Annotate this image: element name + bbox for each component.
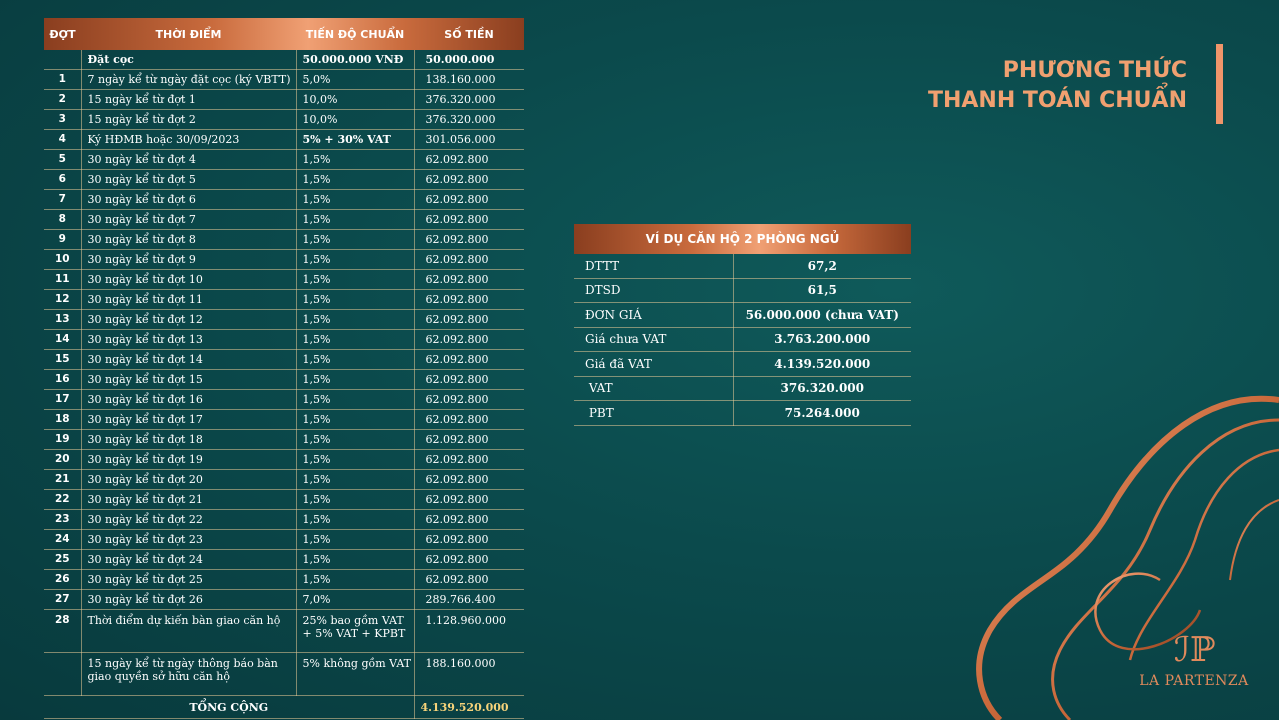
row-index: 27 — [44, 590, 81, 610]
table-row — [44, 90, 524, 110]
example-value: 75.264.000 — [733, 401, 911, 426]
header-thoi-diem: THỜI ĐIỂM — [155, 27, 222, 41]
row-progress: 1,5% — [296, 510, 414, 530]
decorative-copper-curves — [960, 380, 1279, 720]
example-row — [574, 401, 911, 426]
example-apartment-table — [574, 224, 911, 426]
row-index: 6 — [44, 170, 81, 190]
row-progress: 1,5% — [296, 210, 414, 230]
row-index: 7 — [44, 190, 81, 210]
row-progress: 1,5% — [296, 310, 414, 330]
row-index: 14 — [44, 330, 81, 350]
header-so-tien: SỐ TIỀN — [444, 27, 494, 41]
row-amount: 62.092.800 — [414, 430, 524, 450]
table-row — [44, 170, 524, 190]
example-row — [574, 303, 911, 328]
table-row — [44, 450, 524, 470]
row-index: 5 — [44, 150, 81, 170]
row-index: 25 — [44, 550, 81, 570]
example-row — [574, 254, 911, 278]
row-amount: 138.160.000 — [414, 70, 524, 90]
example-label: Giá chưa VAT — [574, 327, 733, 352]
row-index — [44, 50, 81, 70]
row-time: 30 ngày kể từ đợt 12 — [81, 310, 296, 330]
row-amount: 62.092.800 — [414, 190, 524, 210]
row-progress: 1,5% — [296, 350, 414, 370]
table-row — [44, 510, 524, 530]
row-time: Đặt cọc — [81, 50, 296, 70]
row-time: 30 ngày kể từ đợt 21 — [81, 490, 296, 510]
row-amount: 62.092.800 — [414, 270, 524, 290]
row-index: 1 — [44, 70, 81, 90]
row-index: 26 — [44, 570, 81, 590]
row-amount: 62.092.800 — [414, 250, 524, 270]
row-index: 18 — [44, 410, 81, 430]
row-index: 9 — [44, 230, 81, 250]
row-progress: 1,5% — [296, 290, 414, 310]
row-index: 23 — [44, 510, 81, 530]
row-amount: 62.092.800 — [414, 210, 524, 230]
table-row — [44, 290, 524, 310]
example-row — [574, 352, 911, 377]
example-table-header-row — [574, 224, 911, 254]
example-value: 3.763.200.000 — [733, 327, 911, 352]
row-progress: 1,5% — [296, 410, 414, 430]
row-progress: 1,5% — [296, 330, 414, 350]
example-label: Giá đã VAT — [574, 352, 733, 377]
row-index: 19 — [44, 430, 81, 450]
row-progress: 7,0% — [296, 590, 414, 610]
row-progress: 10,0% — [296, 110, 414, 130]
row-progress: 1,5% — [296, 490, 414, 510]
row-time: 30 ngày kể từ đợt 6 — [81, 190, 296, 210]
table-row — [44, 190, 524, 210]
row-progress: 1,5% — [296, 390, 414, 410]
row-time: 30 ngày kể từ đợt 22 — [81, 510, 296, 530]
row-amount: 301.056.000 — [414, 130, 524, 150]
row-amount: 289.766.400 — [414, 590, 524, 610]
row-time: 30 ngày kể từ đợt 19 — [81, 450, 296, 470]
example-label: PBT — [574, 401, 733, 426]
example-label: DTTT — [574, 254, 733, 278]
row-amount: 62.092.800 — [414, 350, 524, 370]
row-amount: 1.128.960.000 — [414, 610, 524, 653]
row-time: Thời điểm dự kiến bàn giao căn hộ — [81, 610, 296, 653]
row-progress: 1,5% — [296, 190, 414, 210]
table-row — [44, 430, 524, 450]
total-label: TỔNG CỘNG — [44, 696, 414, 719]
row-time: 30 ngày kể từ đợt 13 — [81, 330, 296, 350]
table-row — [44, 250, 524, 270]
row-progress: 1,5% — [296, 250, 414, 270]
row-time: 30 ngày kể từ đợt 25 — [81, 570, 296, 590]
row-progress: 1,5% — [296, 170, 414, 190]
row-time: 15 ngày kể từ ngày thông báo bàn giao quyền sở hữu căn hộ — [81, 653, 296, 696]
row-progress: 1,5% — [296, 570, 414, 590]
row-time: 30 ngày kể từ đợt 10 — [81, 270, 296, 290]
row-amount: 62.092.800 — [414, 390, 524, 410]
row-time: 30 ngày kể từ đợt 17 — [81, 410, 296, 430]
table-row — [44, 590, 524, 610]
row-time: 30 ngày kể từ đợt 8 — [81, 230, 296, 250]
example-row — [574, 376, 911, 401]
table-row — [44, 150, 524, 170]
row-amount: 376.320.000 — [414, 110, 524, 130]
row-amount: 62.092.800 — [414, 570, 524, 590]
row-index: 4 — [44, 130, 81, 150]
row-index: 15 — [44, 350, 81, 370]
row-amount: 62.092.800 — [414, 370, 524, 390]
example-table-header: VÍ DỤ CĂN HỘ 2 PHÒNG NGỦ — [645, 232, 840, 246]
row-time: 30 ngày kể từ đợt 16 — [81, 390, 296, 410]
row-time: 30 ngày kể từ đợt 14 — [81, 350, 296, 370]
row-amount: 50.000.000 — [414, 50, 524, 70]
row-index: 16 — [44, 370, 81, 390]
row-index: 22 — [44, 490, 81, 510]
logo-text: LA PARTENZA — [1139, 673, 1249, 689]
table-row — [44, 610, 524, 653]
row-index: 8 — [44, 210, 81, 230]
table-row — [44, 550, 524, 570]
row-progress: 1,5% — [296, 370, 414, 390]
row-progress: 5% không gồm VAT — [296, 653, 414, 696]
row-index: 13 — [44, 310, 81, 330]
example-row — [574, 278, 911, 303]
header-dot: ĐỢT — [49, 27, 76, 41]
row-time: 30 ngày kể từ đợt 9 — [81, 250, 296, 270]
row-amount: 62.092.800 — [414, 230, 524, 250]
row-index: 2 — [44, 90, 81, 110]
title-line-2: THANH TOÁN CHUẨN — [927, 88, 1187, 113]
row-time: 30 ngày kể từ đợt 7 — [81, 210, 296, 230]
row-time: 15 ngày kể từ đợt 1 — [81, 90, 296, 110]
row-index: 28 — [44, 610, 81, 653]
table-row — [44, 470, 524, 490]
row-amount: 62.092.800 — [414, 170, 524, 190]
example-label: DTSD — [574, 278, 733, 303]
row-amount: 62.092.800 — [414, 470, 524, 490]
example-label: ĐƠN GIÁ — [574, 303, 733, 328]
row-progress: 50.000.000 VNĐ — [296, 50, 414, 70]
table-row — [44, 270, 524, 290]
example-label: VAT — [574, 376, 733, 401]
row-progress: 1,5% — [296, 450, 414, 470]
table-row — [44, 210, 524, 230]
row-amount: 62.092.800 — [414, 450, 524, 470]
row-amount: 62.092.800 — [414, 510, 524, 530]
row-index — [44, 653, 81, 696]
example-table-body — [574, 254, 911, 425]
example-row — [574, 327, 911, 352]
row-amount: 62.092.800 — [414, 330, 524, 350]
row-time: Ký HĐMB hoặc 30/09/2023 — [81, 130, 296, 150]
page-title — [928, 56, 1187, 116]
table-row — [44, 110, 524, 130]
row-amount: 62.092.800 — [414, 410, 524, 430]
example-value: 376.320.000 — [733, 376, 911, 401]
row-index: 10 — [44, 250, 81, 270]
row-time: 15 ngày kể từ đợt 2 — [81, 110, 296, 130]
row-progress: 1,5% — [296, 470, 414, 490]
row-time: 30 ngày kể từ đợt 4 — [81, 150, 296, 170]
row-index: 3 — [44, 110, 81, 130]
row-amount: 62.092.800 — [414, 290, 524, 310]
table-row — [44, 410, 524, 430]
row-time: 30 ngày kể từ đợt 5 — [81, 170, 296, 190]
header-tien-do: TIẾN ĐỘ CHUẨN — [305, 27, 405, 41]
row-progress: 25% bao gồm VAT + 5% VAT + KPBT — [296, 610, 414, 653]
row-time: 7 ngày kể từ ngày đặt cọc (ký VBTT) — [81, 70, 296, 90]
row-amount: 188.160.000 — [414, 653, 524, 696]
table-row — [44, 330, 524, 350]
table-row — [44, 350, 524, 370]
total-value: 4.139.520.000 — [414, 696, 524, 719]
row-index: 11 — [44, 270, 81, 290]
total-row — [44, 696, 524, 719]
payment-schedule-table — [44, 18, 524, 719]
row-time: 30 ngày kể từ đợt 20 — [81, 470, 296, 490]
example-value: 67,2 — [733, 254, 911, 278]
table-row — [44, 390, 524, 410]
row-amount: 62.092.800 — [414, 490, 524, 510]
example-value: 4.139.520.000 — [733, 352, 911, 377]
row-progress: 1,5% — [296, 230, 414, 250]
row-index: 24 — [44, 530, 81, 550]
row-time: 30 ngày kể từ đợt 24 — [81, 550, 296, 570]
row-progress: 5% + 30% VAT — [296, 130, 414, 150]
table-row — [44, 370, 524, 390]
table-row — [44, 570, 524, 590]
payment-table-body — [44, 50, 524, 696]
table-row — [44, 310, 524, 330]
row-time: 30 ngày kể từ đợt 11 — [81, 290, 296, 310]
table-row — [44, 230, 524, 250]
table-row — [44, 490, 524, 510]
la-partenza-logo-icon: ℐℙ — [1174, 630, 1216, 670]
table-row — [44, 530, 524, 550]
row-amount: 62.092.800 — [414, 310, 524, 330]
table-row — [44, 70, 524, 90]
row-amount: 62.092.800 — [414, 550, 524, 570]
table-row — [44, 653, 524, 696]
row-time: 30 ngày kể từ đợt 23 — [81, 530, 296, 550]
row-time: 30 ngày kể từ đợt 26 — [81, 590, 296, 610]
table-row — [44, 130, 524, 150]
row-index: 21 — [44, 470, 81, 490]
row-amount: 62.092.800 — [414, 530, 524, 550]
row-progress: 1,5% — [296, 430, 414, 450]
row-progress: 1,5% — [296, 270, 414, 290]
row-progress: 1,5% — [296, 530, 414, 550]
row-progress: 1,5% — [296, 150, 414, 170]
table-row — [44, 50, 524, 70]
title-line-1: PHƯƠNG THỨC — [1002, 58, 1187, 83]
row-time: 30 ngày kể từ đợt 15 — [81, 370, 296, 390]
row-index: 20 — [44, 450, 81, 470]
title-accent-bar — [1216, 44, 1223, 124]
row-time: 30 ngày kể từ đợt 18 — [81, 430, 296, 450]
example-value: 61,5 — [733, 278, 911, 303]
row-amount: 376.320.000 — [414, 90, 524, 110]
payment-table-header — [44, 18, 524, 50]
row-amount: 62.092.800 — [414, 150, 524, 170]
row-index: 17 — [44, 390, 81, 410]
row-progress: 1,5% — [296, 550, 414, 570]
row-progress: 5,0% — [296, 70, 414, 90]
example-value: 56.000.000 (chưa VAT) — [733, 303, 911, 328]
row-progress: 10,0% — [296, 90, 414, 110]
row-index: 12 — [44, 290, 81, 310]
